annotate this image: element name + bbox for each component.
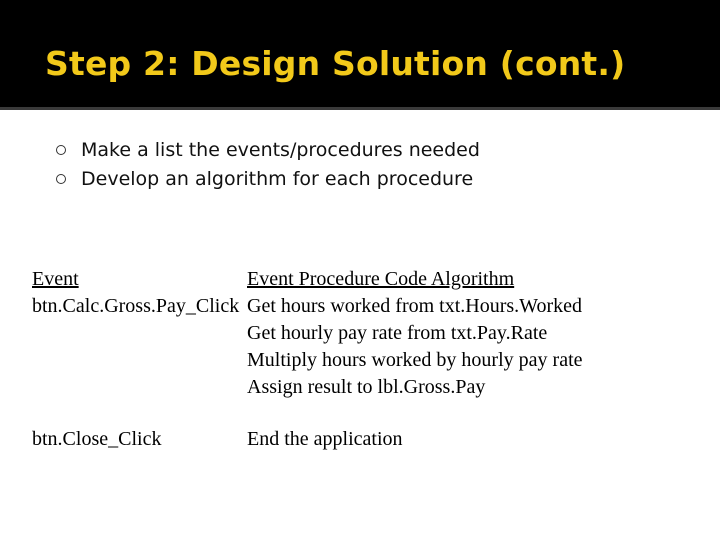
algorithm-step: Multiply hours worked by hourly pay rate (247, 349, 583, 371)
algorithm-steps (247, 293, 583, 401)
algorithm-steps (247, 426, 403, 453)
table-row (32, 293, 583, 401)
table-row (32, 426, 583, 453)
event-name: btn.Close_Click (32, 428, 162, 450)
bullet-list (56, 135, 480, 193)
algorithm-step: Assign result to lbl.Gross.Pay (247, 376, 486, 398)
hollow-circle-bullet-icon (56, 145, 66, 155)
event-name: btn.Calc.Gross.Pay_Click (32, 295, 240, 317)
algorithm-step: Get hours worked from txt.Hours.Worked (247, 295, 582, 317)
title-bar (0, 0, 720, 110)
algorithm-column-header: Event Procedure Code Algorithm (247, 268, 515, 290)
row-spacer (32, 401, 583, 426)
bullet-item (56, 164, 480, 193)
algorithm-step: Get hourly pay rate from txt.Pay.Rate (247, 322, 548, 344)
bullet-text: Make a list the events/procedures needed (81, 138, 480, 161)
algorithm-step: End the application (247, 428, 403, 450)
slide-title: Step 2: Design Solution (cont.) (45, 44, 626, 83)
event-column-header: Event (32, 268, 79, 290)
hollow-circle-bullet-icon (56, 174, 66, 184)
table-header-row (32, 266, 583, 293)
event-procedure-table (32, 266, 583, 453)
bullet-text: Develop an algorithm for each procedure (81, 167, 474, 190)
bullet-item (56, 135, 480, 164)
